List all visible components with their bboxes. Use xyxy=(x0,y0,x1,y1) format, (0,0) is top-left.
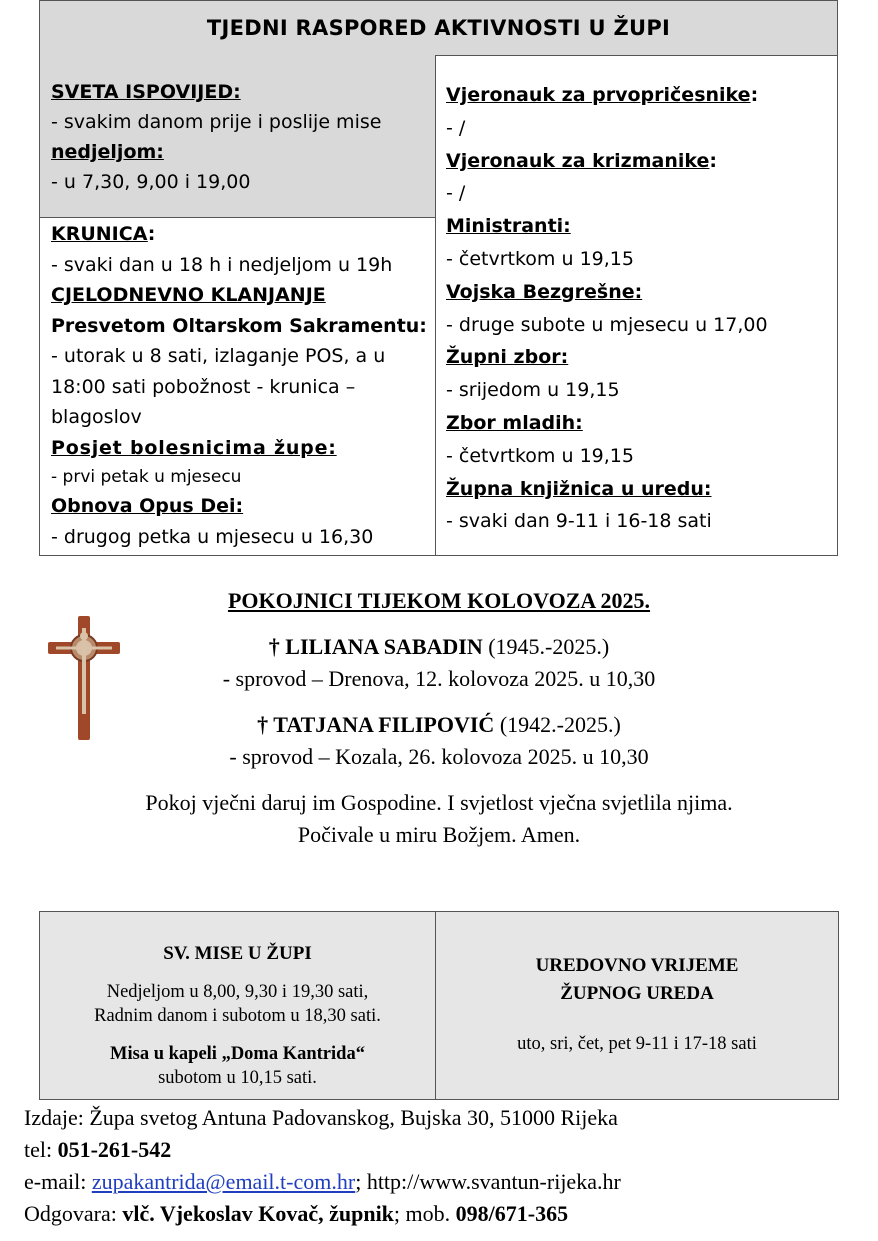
sunday-heading: nedjeljom: xyxy=(51,141,164,163)
adoration-text-1: - utorak u 8 sati, izlaganje POS, a u xyxy=(51,345,386,367)
masses-box xyxy=(40,912,436,1099)
activity-heading xyxy=(446,473,833,506)
email-link[interactable]: zupakantrida@email.t-com.hr xyxy=(91,1169,356,1194)
deceased-years-1: (1945.-2025.) xyxy=(482,634,610,659)
activity-heading xyxy=(446,210,833,243)
sick-visit-text: - prvi petak u mjesecu xyxy=(51,467,242,487)
confession-box xyxy=(40,55,435,218)
activity-heading-label: Župna knjižnica u uredu: xyxy=(446,477,712,500)
confession-text: - svakim danom prije i poslije mise xyxy=(51,111,382,133)
tel-label: tel: xyxy=(24,1137,58,1162)
chapel-mass-time: subotom u 10,15 sati. xyxy=(158,1068,317,1088)
confession-heading: SVETA ISPOVIJED: xyxy=(51,81,241,103)
office-title-1: UREDOVNO VRIJEME xyxy=(535,955,739,976)
activity-heading-label: Vjeronauk za krizmanike xyxy=(446,149,710,172)
masses-line-1: Nedjeljom u 8,00, 9,30 i 19,30 sati, xyxy=(106,982,369,1002)
activity-heading-label: Vojska Bezgrešne: xyxy=(446,280,643,303)
responsible-name: vlč. Vjekoslav Kovač, župnik xyxy=(122,1201,394,1226)
sick-visit-heading: Posjet bolesnicima župe: xyxy=(51,436,337,459)
activity-heading xyxy=(446,79,833,112)
activity-heading-colon: : xyxy=(709,149,718,172)
deceased-section xyxy=(0,585,878,851)
deceased-name-1: † LILIANA SABADIN xyxy=(268,634,483,659)
masses-title: SV. MISE U ŽUPI xyxy=(163,943,312,964)
schedule-title: TJEDNI RASPORED AKTIVNOSTI U ŽUPI xyxy=(40,1,837,56)
activity-text: - / xyxy=(446,116,466,139)
activity-text: - druge subote u mjesecu u 17,00 xyxy=(446,313,768,336)
activity-text: - četvrtkom u 19,15 xyxy=(446,444,634,467)
office-hours-box xyxy=(436,912,838,1099)
email-label: e-mail: xyxy=(24,1169,92,1194)
activity-text: - srijedom u 19,15 xyxy=(446,379,620,402)
tel-number: 051-261-542 xyxy=(57,1137,172,1162)
activity-heading-label: Vjeronauk za prvopričesnike xyxy=(446,84,751,106)
deceased-name-2: † TATJANA FILIPOVIĆ xyxy=(257,712,495,737)
opus-dei-heading: Obnova Opus Dei: xyxy=(51,495,244,517)
activity-heading-label: Župni zbor: xyxy=(446,346,569,369)
rosary-heading: KRUNICA xyxy=(51,223,148,245)
opus-dei-text: - drugog petka u mjesecu u 16,30 xyxy=(51,525,374,548)
activity-text: - svaki dan 9-11 i 16-18 sati xyxy=(446,510,712,533)
activity-text: - / xyxy=(446,182,466,205)
rosary-text: - svaki dan u 18 h i nedjeljom u 19h xyxy=(51,253,393,276)
mobile-number: 098/671-365 xyxy=(455,1201,569,1226)
deceased-years-2: (1942.-2025.) xyxy=(494,712,621,737)
deceased-funeral-1: - sprovod – Drenova, 12. kolovoza 2025. u 10,30 xyxy=(222,666,656,691)
adoration-heading: CJELODNEVNO KLANJANJE xyxy=(51,284,326,306)
activity-heading xyxy=(446,276,833,309)
website: ; http://www.svantun-rijeka.hr xyxy=(355,1169,621,1194)
info-table xyxy=(39,911,839,1100)
activity-heading xyxy=(446,407,833,440)
adoration-text-2: 18:00 sati pobožnost - krunica – xyxy=(51,375,356,398)
schedule-table xyxy=(39,0,838,556)
prayer-line-1: Pokoj vječni daruj im Gospodine. I svjetlost vječna svjetlila njima. xyxy=(145,790,733,815)
footer xyxy=(24,1102,621,1230)
activity-heading-colon: : xyxy=(750,84,759,106)
deceased-title: POKOJNICI TIJEKOM KOLOVOZA 2025. xyxy=(227,588,651,613)
adoration-subheading: Presvetom Oltarskom Sakramentu: xyxy=(51,314,427,337)
sunday-text: - u 7,30, 9,00 i 19,00 xyxy=(51,171,251,193)
schedule-left-column: SVETA ISPOVIJED: - svakim danom prije i poslije mise nedjeljom: - u 7,30, 9,00 i 19,00 KRUNICA: - svaki dan u 18 h i nedjeljom u 19h CJELODNEVNO KLANJANJE Presvetom Oltarskom Sakramentu: - utorak u 8 sati, izlaganje POS, a u 18:00 sati pobožnost - krunica – blagoslov Posjet bolesnicima župe: - prvi petak u mjesecu Obnova Opus Dei: - drugog petka u mjesecu u 16,30 xyxy=(40,55,436,555)
schedule-right-column xyxy=(436,55,837,555)
activity-text: - četvrtkom u 19,15 xyxy=(446,247,634,270)
mobile-label: ; mob. xyxy=(393,1201,456,1226)
responsible-label: Odgovara: xyxy=(24,1201,123,1226)
publisher: Izdaje: Župa svetog Antuna Padovanskog, Bujska 30, 51000 Rijeka xyxy=(24,1105,618,1130)
masses-line-2: Radnim danom i subotom u 18,30 sati. xyxy=(94,1006,381,1026)
prayer-line-2: Počivale u miru Božjem. Amen. xyxy=(297,822,581,847)
activity-heading-label: Ministranti: xyxy=(446,215,571,238)
office-title-2: ŽUPNOG UREDA xyxy=(560,983,714,1004)
chapel-mass-title: Misa u kapeli „Doma Kantrida“ xyxy=(110,1044,365,1064)
activity-heading xyxy=(446,341,833,374)
office-hours: uto, sri, čet, pet 9-11 i 17-18 sati xyxy=(517,1034,757,1054)
activity-heading xyxy=(446,145,833,178)
deceased-funeral-2: - sprovod – Kozala, 26. kolovoza 2025. u 10,30 xyxy=(229,744,649,769)
adoration-text-3: blagoslov xyxy=(51,406,142,428)
activity-heading-label: Zbor mladih: xyxy=(446,411,583,434)
